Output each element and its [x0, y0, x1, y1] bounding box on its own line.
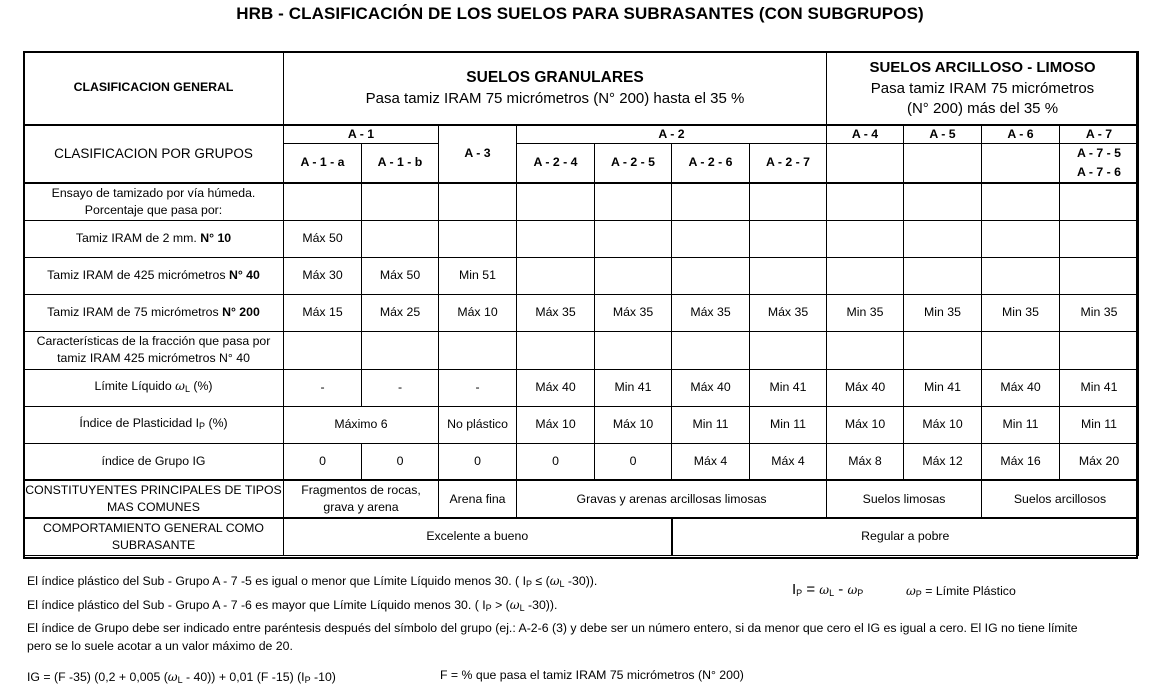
sieve-test-line-1: Ensayo de tamizado por vía húmeda. — [51, 185, 256, 200]
behavior-poor: Regular a pobre — [672, 518, 1139, 555]
table-cell — [827, 257, 904, 294]
subgroup-a26: A - 2 - 6 — [672, 143, 750, 183]
table-cell — [904, 257, 982, 294]
f-definition: F = % que pasa el tamiz IRAM 75 micrómetros (N° 200) — [440, 668, 744, 682]
table-cell: Máx 10 — [595, 406, 672, 443]
constituents-a3: Arena fina — [439, 480, 517, 518]
row-sieve-n200 — [24, 294, 1139, 331]
cell-empty — [439, 183, 517, 220]
cell-empty — [982, 183, 1060, 220]
ig-formula: IG = (F -35) (0,2 + 0,005 $(\omega_L - 40)) + 0,01$ (F -15) ($I_P$ -10) — [27, 670, 336, 685]
table-cell: Min 35 — [827, 294, 904, 331]
table-cell — [672, 220, 750, 257]
subgroup-a1b: A - 1 - b — [362, 143, 439, 183]
group-a1-header: A - 1 — [284, 125, 439, 144]
plasticity-index-label: Índice de Plasticidad $I_P$ (%) — [24, 406, 284, 443]
constituents-a2: Gravas y arenas arcillosas limosas — [517, 480, 827, 518]
cell-empty — [672, 183, 750, 220]
general-classification-label: CLASIFICACION GENERAL — [24, 52, 284, 125]
subgroup-a25: A - 2 - 5 — [595, 143, 672, 183]
table-cell: Máx 15 — [284, 294, 362, 331]
table-cell: Máx 35 — [517, 294, 595, 331]
table-cell: Máx 12 — [904, 443, 982, 480]
row-plasticity-index — [24, 406, 1139, 443]
table-cell: Máx 35 — [672, 294, 750, 331]
table-cell: Min 11 — [1060, 406, 1139, 443]
table-cell — [827, 220, 904, 257]
table-cell: Máx 40 — [672, 369, 750, 406]
table-cell: Máximo 6 — [284, 406, 439, 443]
table-cell — [362, 220, 439, 257]
table-cell: Máx 40 — [827, 369, 904, 406]
table-cell: 0 — [362, 443, 439, 480]
table-cell: Min 35 — [904, 294, 982, 331]
table-cell — [1060, 257, 1139, 294]
table-cell — [750, 220, 827, 257]
cell-empty — [904, 183, 982, 220]
subgroup-a7 — [1060, 143, 1139, 183]
classification-table — [23, 51, 1139, 556]
subgroup-a27: A - 2 - 7 — [750, 143, 827, 183]
clay-silt-soils-title: SUELOS ARCILLOSO - LIMOSO — [869, 58, 1096, 76]
cell-empty — [750, 183, 827, 220]
table-cell: - — [284, 369, 362, 406]
table-cell — [517, 220, 595, 257]
group-a4-header: A - 4 — [827, 125, 904, 144]
table-cell: 0 — [439, 443, 517, 480]
sieve-n200-label: Tamiz IRAM de 75 micrómetros N° 200 — [24, 294, 284, 331]
cell-empty — [595, 331, 672, 369]
table-cell: Máx 10 — [439, 294, 517, 331]
table-cell: Máx 4 — [750, 443, 827, 480]
fraction-characteristics-label — [24, 331, 284, 369]
table-cell: Máx 10 — [517, 406, 595, 443]
table-cell: Máx 10 — [827, 406, 904, 443]
table-cell: Máx 20 — [1060, 443, 1139, 480]
group-a5-header: A - 5 — [904, 125, 982, 144]
constituents-a1-line-2: grava y arena — [323, 500, 399, 514]
table-cell: 0 — [595, 443, 672, 480]
table-cell: Min 11 — [982, 406, 1060, 443]
plastic-limit-definition: $\omega_P$ = Límite Plástico — [906, 584, 1016, 599]
cell-empty — [284, 331, 362, 369]
table-cell: Máx 25 — [362, 294, 439, 331]
classification-table-wrapper — [23, 51, 1139, 556]
table-cell: Máx 50 — [284, 220, 362, 257]
cell-empty — [362, 331, 439, 369]
cell-empty — [982, 331, 1060, 369]
table-cell: Máx 50 — [362, 257, 439, 294]
table-cell — [672, 257, 750, 294]
row-behavior — [24, 518, 1139, 555]
table-cell — [750, 257, 827, 294]
table-cell: Min 41 — [904, 369, 982, 406]
subgroup-a6-empty — [982, 143, 1060, 183]
cell-empty — [595, 183, 672, 220]
table-cell: Máx 35 — [750, 294, 827, 331]
cell-empty — [439, 331, 517, 369]
table-cell — [982, 220, 1060, 257]
group-a6-header: A - 6 — [982, 125, 1060, 144]
row-constituents — [24, 480, 1139, 518]
table-cell: Min 41 — [750, 369, 827, 406]
behavior-line-1: COMPORTAMIENTO GENERAL COMO — [43, 520, 264, 535]
table-cell: 0 — [284, 443, 362, 480]
clay-silt-soils-subtitle-1: Pasa tamiz IRAM 75 micrómetros — [870, 79, 1095, 97]
table-cell — [904, 220, 982, 257]
sieve-test-label — [24, 183, 284, 220]
group-a3-header: A - 3 — [439, 125, 517, 184]
sieve-n40-label: Tamiz IRAM de 425 micrómetros N° 40 — [24, 257, 284, 294]
table-cell: Máx 8 — [827, 443, 904, 480]
constituents-a1 — [284, 480, 439, 518]
constituents-line-1: CONSTITUYENTES PRINCIPALES DE TIPOS — [25, 483, 282, 497]
granular-soils-subtitle: Pasa tamiz IRAM 75 micrómetros (N° 200) hasta el 35 % — [365, 89, 745, 107]
subgroup-a76: A - 7 - 6 — [1077, 164, 1121, 179]
row-group-index — [24, 443, 1139, 480]
constituents-line-2: MAS COMUNES — [107, 500, 200, 514]
table-cell — [517, 257, 595, 294]
table-cell: - — [362, 369, 439, 406]
table-cell: Máx 40 — [517, 369, 595, 406]
table-cell: Máx 35 — [595, 294, 672, 331]
row-sieve-n40 — [24, 257, 1139, 294]
constituents-label — [24, 480, 284, 518]
table-cell: Min 41 — [595, 369, 672, 406]
cell-empty — [1060, 183, 1139, 220]
fraction-line-2: tamiz IRAM 425 micrómetros N° 40 — [57, 351, 250, 365]
behavior-label — [24, 518, 284, 555]
note-group-index-1: El índice de Grupo debe ser indicado entre paréntesis después del símbolo del grupo (ej.: A-2-6 (3) y debe ser un número entero, si da menor que cero el IG es igual a cero. El IG no tiene límite — [27, 621, 1078, 635]
table-cell: - — [439, 369, 517, 406]
subgroup-a4-empty — [827, 143, 904, 183]
table-cell: Min 35 — [1060, 294, 1139, 331]
cell-empty — [517, 331, 595, 369]
liquid-limit-label: Límite Líquido $\omega_L$ (%) — [24, 369, 284, 406]
constituents-a1-line-1: Fragmentos de rocas, — [301, 483, 421, 497]
row-sieve-n10 — [24, 220, 1139, 257]
table-cell — [439, 220, 517, 257]
group-a7-header: A - 7 — [1060, 125, 1139, 144]
table-cell: Máx 4 — [672, 443, 750, 480]
table-cell: Min 11 — [672, 406, 750, 443]
row-liquid-limit — [24, 369, 1139, 406]
cell-empty — [517, 183, 595, 220]
note-a76: El índice plástico del Sub - Grupo A - 7 -6 es mayor que Límite Líquido menos 30. ( $I_P > (\omega_L$ -30)). — [27, 598, 558, 613]
cell-empty — [672, 331, 750, 369]
cell-empty — [362, 183, 439, 220]
sieve-n10-label: Tamiz IRAM de 2 mm. N° 10 — [24, 220, 284, 257]
cell-empty — [284, 183, 362, 220]
table-cell: 0 — [517, 443, 595, 480]
table-cell: Máx 10 — [904, 406, 982, 443]
cell-empty — [750, 331, 827, 369]
page-title: HRB - CLASIFICACIÓN DE LOS SUELOS PARA SUBRASANTES (CON SUBGRUPOS) — [236, 4, 924, 23]
table-cell — [1060, 220, 1139, 257]
granular-soils-header — [284, 52, 827, 125]
group-a2-header: A - 2 — [517, 125, 827, 144]
table-cell: Min 11 — [750, 406, 827, 443]
table-cell: Máx 40 — [982, 369, 1060, 406]
subgroup-a5-empty — [904, 143, 982, 183]
table-cell — [595, 220, 672, 257]
table-cell: No plástico — [439, 406, 517, 443]
table-cell: Min 51 — [439, 257, 517, 294]
fraction-line-1: Características de la fracción que pasa por — [36, 334, 271, 348]
table-cell: Min 35 — [982, 294, 1060, 331]
cell-empty — [904, 331, 982, 369]
constituents-clayey: Suelos arcillosos — [982, 480, 1139, 518]
sieve-test-line-2: Porcentaje que pasa por: — [84, 202, 223, 217]
table-cell: Máx 30 — [284, 257, 362, 294]
granular-soils-title: SUELOS GRANULARES — [466, 68, 644, 86]
ip-formula: $I_P = \omega_L - \omega_P$ — [792, 581, 864, 598]
group-index-label: índice de Grupo IG — [24, 443, 284, 480]
behavior-line-2: SUBRASANTE — [111, 537, 196, 552]
subgroup-a24: A - 2 - 4 — [517, 143, 595, 183]
subgroup-a75: A - 7 - 5 — [1077, 145, 1121, 160]
groups-classification-label: CLASIFICACION POR GRUPOS — [24, 125, 284, 184]
clay-silt-soils-header — [827, 52, 1139, 125]
table-cell: Min 41 — [1060, 369, 1139, 406]
clay-silt-soils-subtitle-2: (N° 200) más del 35 % — [906, 99, 1059, 117]
note-a75: El índice plástico del Sub - Grupo A - 7 -5 es igual o menor que Límite Líquido menos 30. ( $I_P \le (\omega_L$ -30)). — [27, 574, 598, 589]
cell-empty — [1060, 331, 1139, 369]
table-cell — [595, 257, 672, 294]
cell-empty — [827, 331, 904, 369]
constituents-silty: Suelos limosas — [827, 480, 982, 518]
behavior-excellent: Excelente a bueno — [284, 518, 672, 555]
cell-empty — [827, 183, 904, 220]
table-cell — [982, 257, 1060, 294]
note-group-index-2: pero se lo suele acotar a un valor máximo de 20. — [27, 639, 293, 653]
subgroup-a1a: A - 1 - a — [284, 143, 362, 183]
table-cell: Máx 16 — [982, 443, 1060, 480]
